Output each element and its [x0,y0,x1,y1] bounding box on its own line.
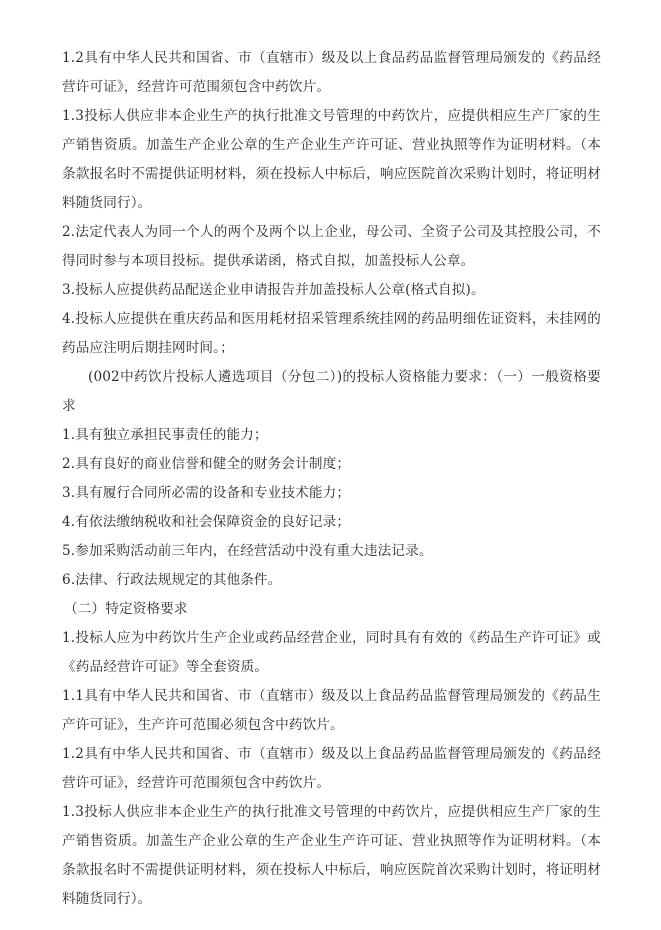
paragraph-1-2-business-license: 1.2具有中华人民共和国省、市（直辖市）级及以上食品药品监督管理局颁发的《药品经营许可证》，经营许可范围须包含中药饮片。 [62,50,601,95]
paragraph-1-3-supplier-qualification-repeat: 1.3投标人供应非本企业生产的执行批准文号管理的中药饮片，应提供相应生产厂家的生产销售资质。加盖生产企业公章的生产企业生产许可证、营业执照等作为证明材料。（本条款报名时不需提供证明材料，须在投标人中标后，响应医院首次采购计划时，将证明材料随货同行）。 [62,804,601,907]
paragraph-3-delivery-report: 3.投标人应提供药品配送企业申请报告并加盖投标人公章(格式自拟)。 [62,282,485,298]
paragraph-1-1-production-license: 1.1具有中华人民共和国省、市（直辖市）级及以上食品药品监督管理局颁发的《药品生产许可证》，生产许可范围必须包含中药饮片。 [62,688,601,733]
list-item-other-conditions: 6.法律、行政法规规定的其他条件。 [62,572,282,588]
paragraph-4-online-listing: 4.投标人应提供在重庆药品和医用耗材招采管理系统挂网的药品明细佐证资料，未挂网的药品应注明后期挂网时间。； [62,311,601,356]
list-item-no-violations: 5.参加采购活动前三年内，在经营活动中没有重大违法记录。 [62,543,433,559]
list-item-civil-liability: 1.具有独立承担民事责任的能力； [62,427,268,443]
paragraph-2-legal-representative: 2.法定代表人为同一个人的两个及两个以上企业，母公司、全资子公司及其控股公司，不得同时参与本项目投标。提供承诺函，格式自拟，加盖投标人公章。 [62,224,601,269]
list-item-tax-record: 4.有依法缴纳税收和社会保障资金的良好记录； [62,514,351,530]
list-item-equipment-capability: 3.具有履行合同所必需的设备和专业技术能力； [62,485,351,501]
paragraph-1-2-business-license-repeat: 1.2具有中华人民共和国省、市（直辖市）级及以上食品药品监督管理局颁发的《药品经营许可证》，经营许可范围须包含中药饮片。 [62,746,601,791]
paragraph-1-manufacturer-or-distributor: 1.投标人应为中药饮片生产企业或药品经营企业，同时具有有效的《药品生产许可证》或《药品经营许可证》等全套资质。 [62,630,601,675]
paragraph-1-3-supplier-qualification: 1.3投标人供应非本企业生产的执行批准文号管理的中药饮片，应提供相应生产厂家的生产销售资质。加盖生产企业公章的生产企业生产许可证、营业执照等作为证明材料。（本条款报名时不需提供证明材料，须在投标人中标后，响应医院首次采购计划时，将证明材料随货同行）。 [62,108,601,211]
section-heading-general-requirements: (002中药饮片投标人遴选项目（分包二）)的投标人资格能力要求：（一）一般资格要求 [62,369,601,414]
section-heading-specific-requirements: （二）特定资格要求 [64,601,188,617]
list-item-credit-accounting: 2.具有良好的商业信誉和健全的财务会计制度； [62,456,351,472]
